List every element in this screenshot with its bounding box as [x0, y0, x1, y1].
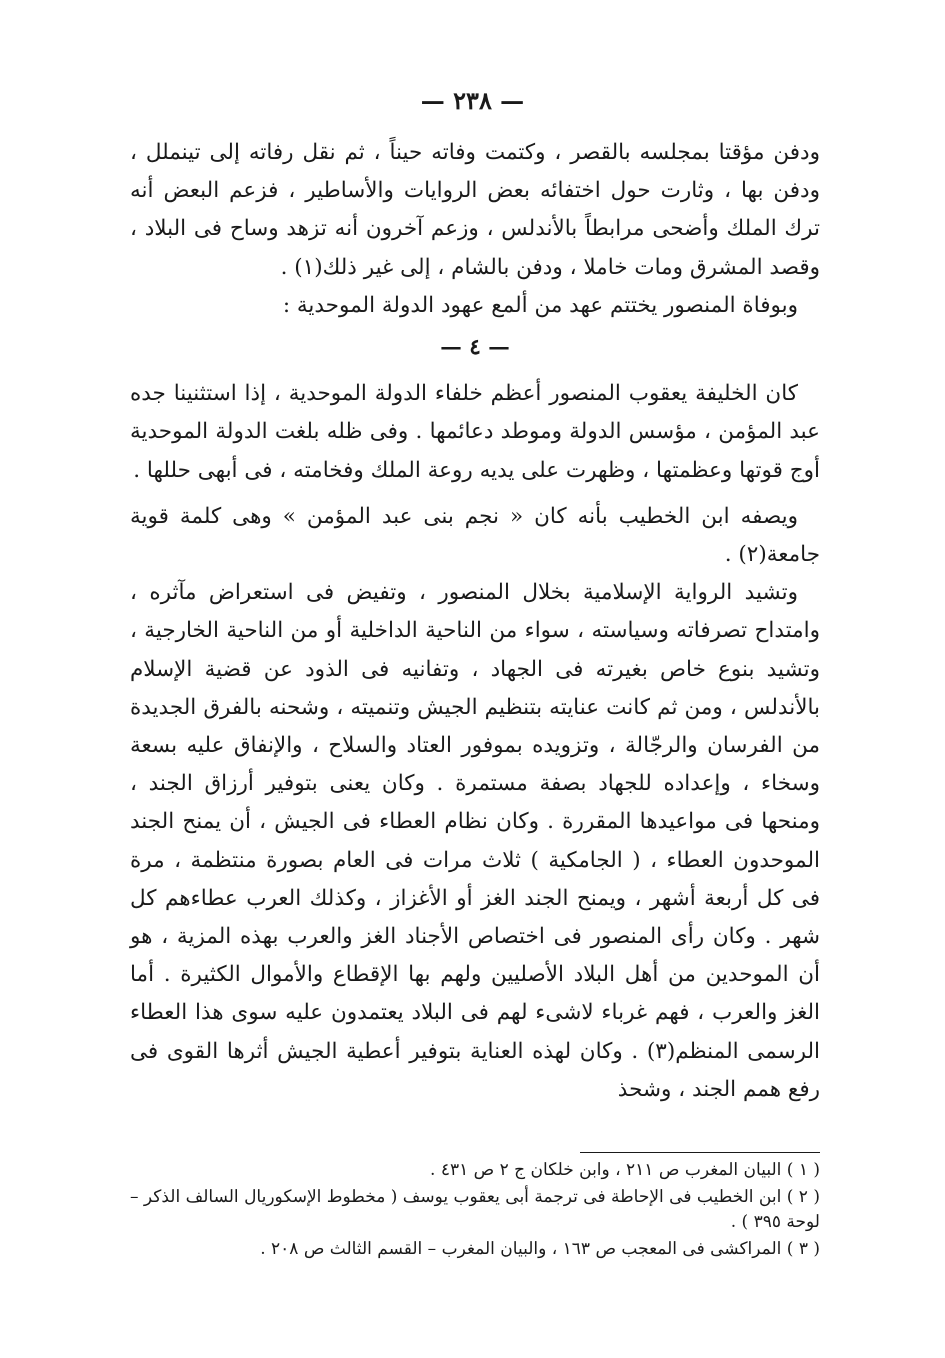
- body-text: [130, 134, 820, 1109]
- footnote-divider: [580, 1152, 820, 1153]
- paragraph: ودفن مؤقتا بمجلسه بالقصر ، وكتمت وفاته حيناً ، ثم نقل رفاته إلى تينملل ، ودفن بها ، وثارت حول اختفائه بعض الروايات والأساطير ، فزعم البعض أنه ترك الملك وأضحى مرابطاً بالأندلس ، وزعم آخرون أنه تزهد وساح فى البلاد ، وقصد المشرق ومات خاملا ، ودفن بالشام ، إلى غير ذلك(١) .: [130, 140, 820, 280]
- paragraph-gap: [130, 490, 820, 498]
- paragraph: كان الخليفة يعقوب المنصور أعظم خلفاء الدولة الموحدية ، إذا استثنينا جده عبد المؤمن ، مؤسس الدولة وموطد دعائمها . وفى ظله بلغت الدولة الموحدية أوج قوتها وعظمتها ، وظهرت على يديه روعة الملك وفخامته ، فى أبهى حللها .: [130, 381, 820, 483]
- paragraph: وتشيد الرواية الإسلامية بخلال المنصور ، وتفيض فى استعراض مآثره ، وامتداح تصرفاته وسياسته ، سواء من الناحية الداخلية أو من الناحية الخارجية ، وتشيد بنوع خاص بغيرته فى الجهاد ، وتفانيه فى الذود عن قضية الإسلام بالأندلس ، ومن ثم كانت عنايته بتنظيم الجيش وتنميته ، وشحنه بالفرق الجديدة من الفرسان والرجّالة ، وتزويده بموفور العتاد والسلاح ، والإنفاق عليه بسعة وسخاء ، وإعداده للجهاد بصفة مستمرة . وكان يعنى بتوفير أرزاق الجند ، ومنحها فى مواعيدها المقررة . وكان نظام العطاء فى الجيش ، أن يمنح الجند الموحدون العطاء ، ( الجامكية ) ثلاث مرات فى العام بصورة منتظمة ، مرة فى كل أربعة أشهر ، ويمنح الجند الغز أو الأغزاز ، وكذلك العرب عطاءهم كل شهر . وكان رأى المنصور فى اختصاص الأجناد الغز والعرب بهذه المزية ، هو أن الموحدين من أهل البلاد الأصليين ولهم بها الإقطاع والأموال الكثيرة . أما الغز والعرب ، فهم غرباء لاشىء لهم فى البلاد يعتمدون عليه سوى هذا العطاء الرسمى المنظم(٣) . وكان لهذه العناية بتوفير أعطية الجيش أثرها القوى فى رفع همم الجند ، وشحذ: [130, 580, 820, 1102]
- paragraph: ويصفه ابن الخطيب بأنه كان « نجم بنى عبد المؤمن » وهى كلمة قوية جامعة(٢) .: [130, 503, 820, 568]
- footnote: ( ٣ ) المراكشى فى المعجب ص ١٦٣ ، والبيان المغرب – القسم الثالث ص ٢٠٨ .: [260, 1239, 820, 1259]
- page-number: — ٢٣٨ —: [420, 86, 525, 115]
- footnote: ( ٢ ) ابن الخطيب فى الإحاطة فى ترجمة أبى يعقوب يوسف ( مخطوط الإسكوريال السالف الذكر – لوحة ٣٩٥ ) .: [130, 1187, 820, 1232]
- paragraph: وبوفاة المنصور يختتم عهد من ألمع عهود الدولة الموحدية :: [282, 292, 798, 318]
- section-number: — ٤ —: [440, 335, 510, 361]
- footnote: ( ١ ) البيان المغرب ص ٢١١ ، وابن خلكان ج ٢ ص ٤٣١ .: [430, 1160, 820, 1180]
- footnotes: [130, 1158, 820, 1264]
